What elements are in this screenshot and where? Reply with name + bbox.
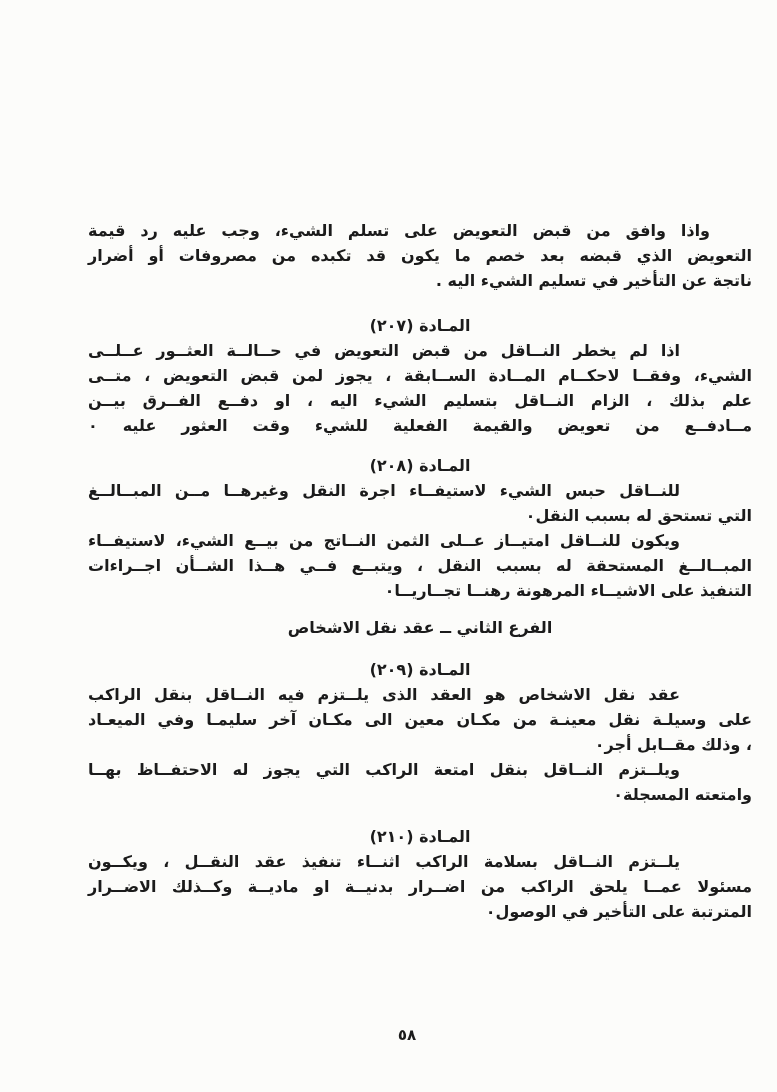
paragraph-line: وامتعته المسجلة٠ <box>613 785 752 804</box>
page-number: ٥٨ <box>397 1026 417 1044</box>
body-paragraph <box>88 478 752 528</box>
body-paragraph <box>88 218 752 293</box>
body-paragraph <box>88 757 752 807</box>
paragraph-line: التي تستحق له بسبب النقل٠ <box>525 506 752 525</box>
paragraph-line: المترتبة على التأخير في الوصول٠ <box>485 902 752 921</box>
body-paragraph <box>88 338 752 438</box>
section-heading-persons-transport: الفرع الثاني ــ عقد نقل الاشخاص <box>287 618 553 637</box>
paragraph-line: علم بذلك ، الزام النــاقل بتسليم الشيء اليه ، او دفــع الفــرق بيــن <box>88 391 752 410</box>
article-heading-210: المـادة (٢١٠) <box>369 827 471 846</box>
paragraph-line: ناتجة عن التأخير في تسليم الشيء اليه . <box>435 271 752 290</box>
article-heading-207: المـادة (٢٠٧) <box>369 316 471 335</box>
article-heading-209: المـادة (٢٠٩) <box>369 660 471 679</box>
paragraph-line: واذا وافق من قبض التعويض على تسلم الشيء، وجب عليه رد قيمة <box>88 221 710 240</box>
body-paragraph <box>88 528 752 603</box>
paragraph-line: ويلــتزم النــاقل بنقل امتعة الراكب التي يجوز له الاحتفــاظ بهــا <box>88 760 680 779</box>
body-paragraph <box>88 849 752 924</box>
paragraph-line: مسئولا عمــا يلحق الراكب من اضــرار بدنيــة او ماديــة وكــذلك الاضــرار <box>88 877 752 896</box>
paragraph-line: المبــالــغ المستحقة له بسبب النقل ، ويتبــع فــي هــذا الشــأن اجــراءات <box>88 556 752 575</box>
paragraph-line: التنفيذ على الاشيــاء المرهونة رهنــا تجــاريــا٠ <box>384 581 752 600</box>
paragraph-line: التعويض الذي قبضه بعد خصم ما يكون قد تكبده من مصروفات أو أضرار <box>88 246 752 265</box>
text-column <box>88 218 752 924</box>
paragraph-line: عقد نقل الاشخاص هو العقد الذى يلــتزم فيه النــاقل بنقل الراكب <box>88 685 680 704</box>
paragraph-line: اذا لم يخطر النــاقل من قبض التعويض في حــالــة العثــور عــلــى <box>88 341 680 360</box>
paragraph-line: على وسيلـة نقل معينـة من مكـان معين الى مكـان آخر سليمـا وفي الميعـاد <box>88 710 752 729</box>
article-heading-208: المـادة (٢٠٨) <box>369 456 471 475</box>
paragraph-line: مــادفــع من تعويض والقيمة الفعلية للشيء وقت العثور عليه ٠ <box>88 416 752 435</box>
paragraph-line: يلــتزم النــاقل بسلامة الراكب اثنــاء تنفيذ عقد النقــل ، ويكــون <box>88 852 680 871</box>
paragraph-line: ويكون للنــاقل امتيــاز عــلى الثمن النــاتج من بيــع الشيء، لاستيفــاء <box>88 531 680 550</box>
paragraph-line: الشيء، وفقــا لاحكــام المــادة الســابقة ، يجوز لمن قبض التعويض ، متــى <box>88 366 752 385</box>
paragraph-line: للنــاقل حبس الشيء لاستيفــاء اجرة النقل وغيرهــا مــن المبــالــغ <box>88 481 680 500</box>
paragraph-line: ، وذلك مقــابل أجر٠ <box>594 735 752 754</box>
body-paragraph <box>88 682 752 757</box>
